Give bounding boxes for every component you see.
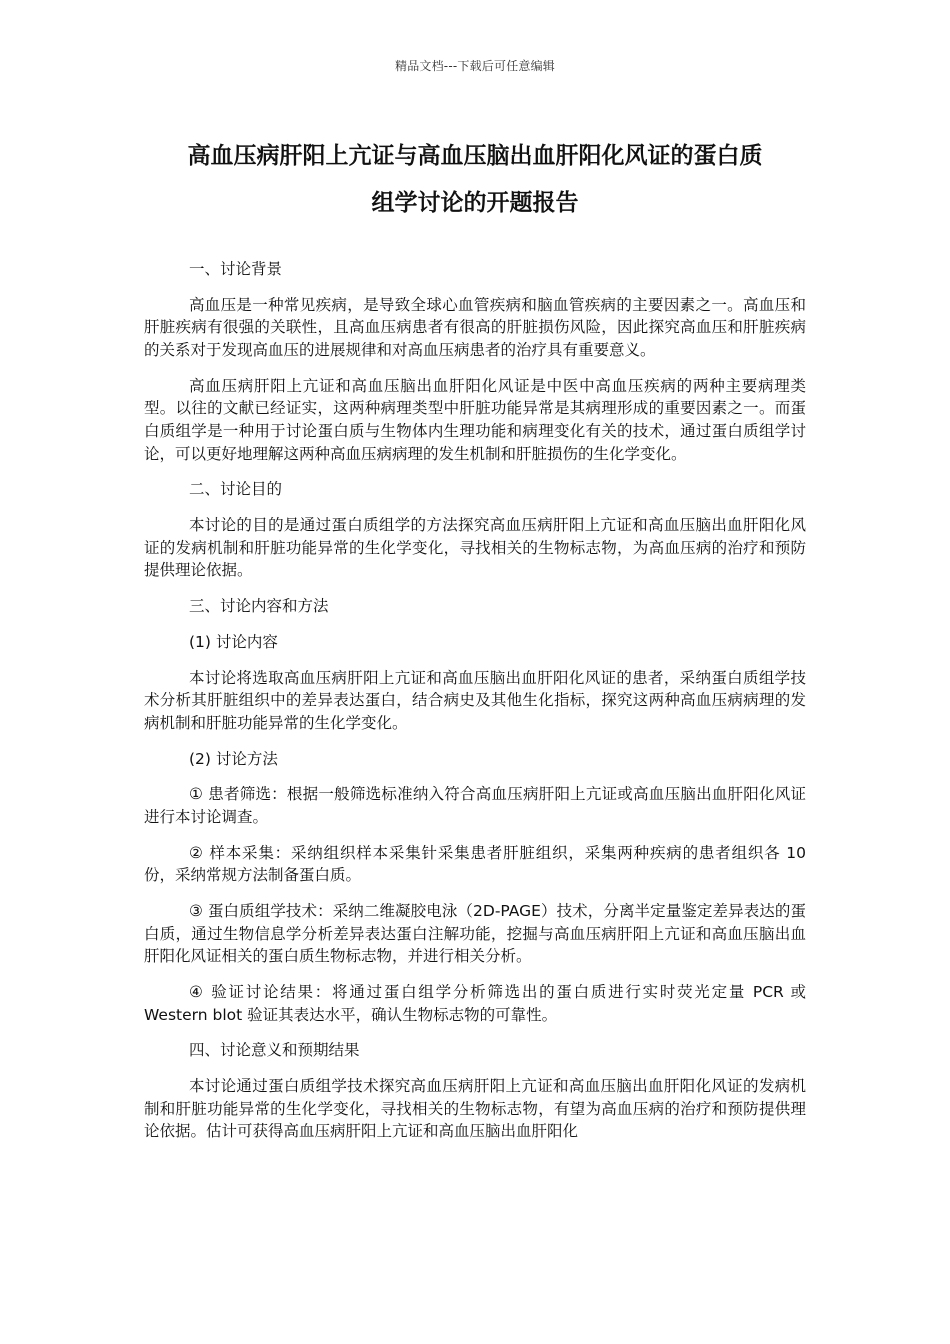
section-heading-significance: 四、讨论意义和预期结果 (188, 1041, 360, 1060)
document-title (120, 133, 830, 227)
paragraph-background-2: 高血压病肝阳上亢证和高血压脑出血肝阳化风证是中医中高血压疾病的两种主要病理类型。以往的文献已经证实，这两种病理类型中肝脏功能异常是其病理形成的重要因素之一。而蛋白质组学是一种用于讨论蛋白质与生物体内生理功能和病理变化有关的技术，通过蛋白质组学讨论，可以更好地理解这两种高血压病病理的发生机制和肝脏损伤的生化学变化。 (144, 376, 806, 463)
section-heading-background: 一、讨论背景 (188, 260, 282, 278)
title-line-1: 高血压病肝阳上亢证与高血压脑出血肝阳化风证的蛋白质 (187, 143, 763, 169)
section-heading-purpose: 二、讨论目的 (188, 480, 282, 499)
subheading-methods: (2) 讨论方法 (188, 749, 278, 768)
method-item-3: ③ 蛋白质组学技术：采纳二维凝胶电泳（2D-PAGE）技术，分离半定量鉴定差异表达的蛋白质，通过生物信息学分析差异表达蛋白注解功能，挖掘与高血压病肝阳上亢证和高血压脑出血肝阳化风证相关的蛋白质生物标志物，并进行相关分析。 (144, 902, 806, 966)
paragraph-background-1: 高血压是一种常见疾病，是导致全球心血管疾病和脑血管疾病的主要因素之一。高血压和肝脏疾病有很强的关联性，且高血压病患者有很高的肝脏损伤风险，因此探究高血压和肝脏疾病的关系对于发现高血压的进展规律和对高血压病患者的治疗具有重要意义。 (144, 295, 806, 359)
method-item-4: ④ 验证讨论结果：将通过蛋白组学分析筛选出的蛋白质进行实时荧光定量 PCR 或 Western blot 验证其表达水平，确认生物标志物的可靠性。 (144, 983, 806, 1024)
method-item-1: ① 患者筛选：根据一般筛选标准纳入符合高血压病肝阳上亢证或高血压脑出血肝阳化风证进行本讨论调查。 (144, 785, 806, 826)
document-body (144, 258, 806, 1156)
method-item-2: ② 样本采集：采纳组织样本采集针采集患者肝脏组织，采集两种疾病的患者组织各 10 份，采纳常规方法制备蛋白质。 (144, 843, 806, 885)
section-heading-content-methods: 三、讨论内容和方法 (188, 597, 329, 616)
paragraph-content: 本讨论将选取高血压病肝阳上亢证和高血压脑出血肝阳化风证的患者，采纳蛋白质组学技术分析其肝脏组织中的差异表达蛋白，结合病史及其他生化指标，探究这两种高血压病病理的发病机制和肝脏功能异常的生化学变化。 (144, 668, 806, 732)
subheading-content: (1) 讨论内容 (188, 632, 278, 651)
header-note: 精品文档---下载后可任意编辑 (395, 59, 555, 73)
paragraph-significance: 本讨论通过蛋白质组学技术探究高血压病肝阳上亢证和高血压脑出血肝阳化风证的发病机制和肝脏功能异常的生化学变化，寻找相关的生物标志物，有望为高血压病的治疗和预防提供理论依据。估计可获得高血压病肝阳上亢证和高血压脑出血肝阳化 (144, 1077, 806, 1141)
title-line-2: 组学讨论的开题报告 (371, 190, 579, 216)
paragraph-purpose: 本讨论的目的是通过蛋白质组学的方法探究高血压病肝阳上亢证和高血压脑出血肝阳化风证的发病机制和肝脏功能异常的生化学变化，寻找相关的生物标志物，为高血压病的治疗和预防提供理论依据。 (144, 516, 806, 580)
